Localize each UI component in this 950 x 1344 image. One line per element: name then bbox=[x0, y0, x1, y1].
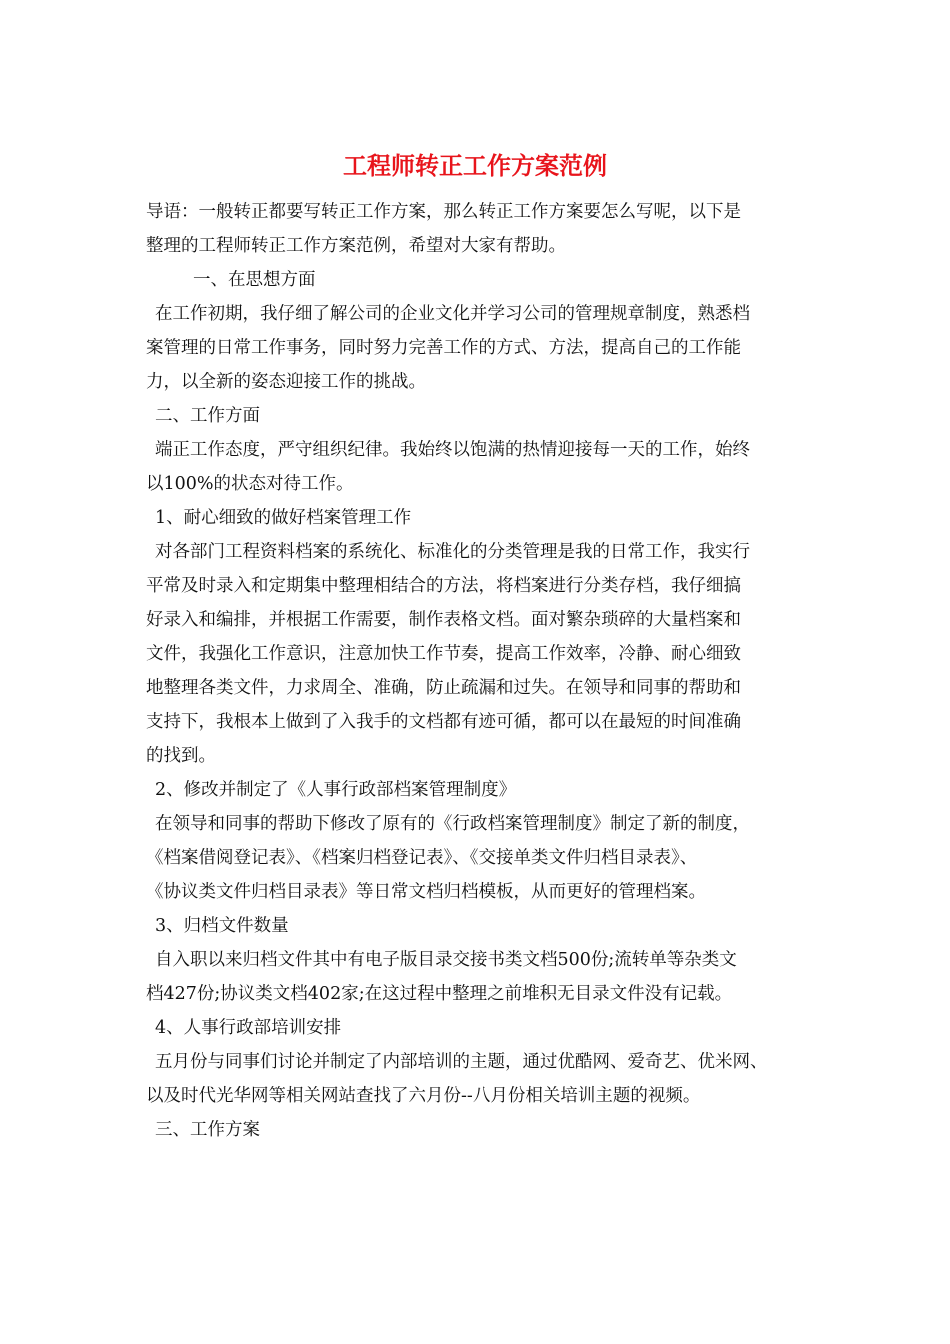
paragraph-line: 以及时代光华网等相关网站查找了六月份--八月份相关培训主题的视频。 bbox=[146, 1086, 701, 1106]
paragraph-line: 好录入和编排，并根据工作需要，制作表格文档。面对繁杂琐碎的大量档案和 bbox=[146, 610, 741, 630]
paragraph-line: 在领导和同事的帮助下修改了原有的《行政档案管理制度》制定了新的制度， bbox=[155, 814, 750, 834]
paragraph-line: 文件，我强化工作意识，注意加快工作节奏，提高工作效率，冷静、耐心细致 bbox=[146, 644, 741, 664]
paragraph-line: 自入职以来归档文件其中有电子版目录交接书类文档500份;流转单等杂类文 bbox=[155, 950, 737, 970]
paragraph-line: 地整理各类文件，力求周全、准确，防止疏漏和过失。在领导和同事的帮助和 bbox=[146, 678, 741, 698]
subsection-heading: 2、修改并制定了《人事行政部档案管理制度》 bbox=[155, 780, 517, 800]
section-heading: 一、在思想方面 bbox=[193, 270, 316, 290]
subsection-heading: 3、归档文件数量 bbox=[155, 916, 289, 936]
subsection-heading: 1、耐心细致的做好档案管理工作 bbox=[155, 508, 412, 528]
paragraph-line: 档427份;协议类文档402家;在这过程中整理之前堆积无目录文件没有记载。 bbox=[146, 984, 733, 1004]
paragraph-line: 对各部门工程资料档案的系统化、标准化的分类管理是我的日常工作，我实行 bbox=[155, 542, 750, 562]
paragraph-line: 《协议类文件归档目录表》等日常文档归档模板，从而更好的管理档案。 bbox=[146, 882, 706, 902]
paragraph-line: 以100%的状态对待工作。 bbox=[146, 474, 354, 494]
paragraph-line: 端正工作态度，严守组织纪律。我始终以饱满的热情迎接每一天的工作，始终 bbox=[155, 440, 750, 460]
subsection-heading: 4、人事行政部培训安排 bbox=[155, 1018, 342, 1038]
paragraph-line: 平常及时录入和定期集中整理相结合的方法，将档案进行分类存档，我仔细搞 bbox=[146, 576, 741, 596]
paragraph-line: 案管理的日常工作事务，同时努力完善工作的方式、方法，提高自己的工作能 bbox=[146, 338, 741, 358]
paragraph-line: 力，以全新的姿态迎接工作的挑战。 bbox=[146, 372, 426, 392]
paragraph-line: 的找到。 bbox=[146, 746, 216, 766]
intro-line: 导语：一般转正都要写转正工作方案，那么转正工作方案要怎么写呢，以下是 bbox=[146, 202, 741, 222]
paragraph-line: 五月份与同事们讨论并制定了内部培训的主题，通过优酷网、爱奇艺、优米网、 bbox=[155, 1052, 768, 1072]
document-title: 工程师转正工作方案范例 bbox=[343, 151, 607, 180]
paragraph-line: 支持下，我根本上做到了入我手的文档都有迹可循，都可以在最短的时间准确 bbox=[146, 712, 741, 732]
intro-line: 整理的工程师转正工作方案范例，希望对大家有帮助。 bbox=[146, 236, 566, 256]
document-body bbox=[146, 195, 816, 1147]
paragraph-line: 《档案借阅登记表》、《档案归档登记表》、《交接单类文件归档目录表》、 bbox=[146, 848, 698, 868]
paragraph-line: 在工作初期，我仔细了解公司的企业文化并学习公司的管理规章制度，熟悉档 bbox=[155, 304, 750, 324]
section-heading: 二、工作方面 bbox=[155, 406, 260, 426]
section-heading: 三、工作方案 bbox=[155, 1120, 260, 1140]
